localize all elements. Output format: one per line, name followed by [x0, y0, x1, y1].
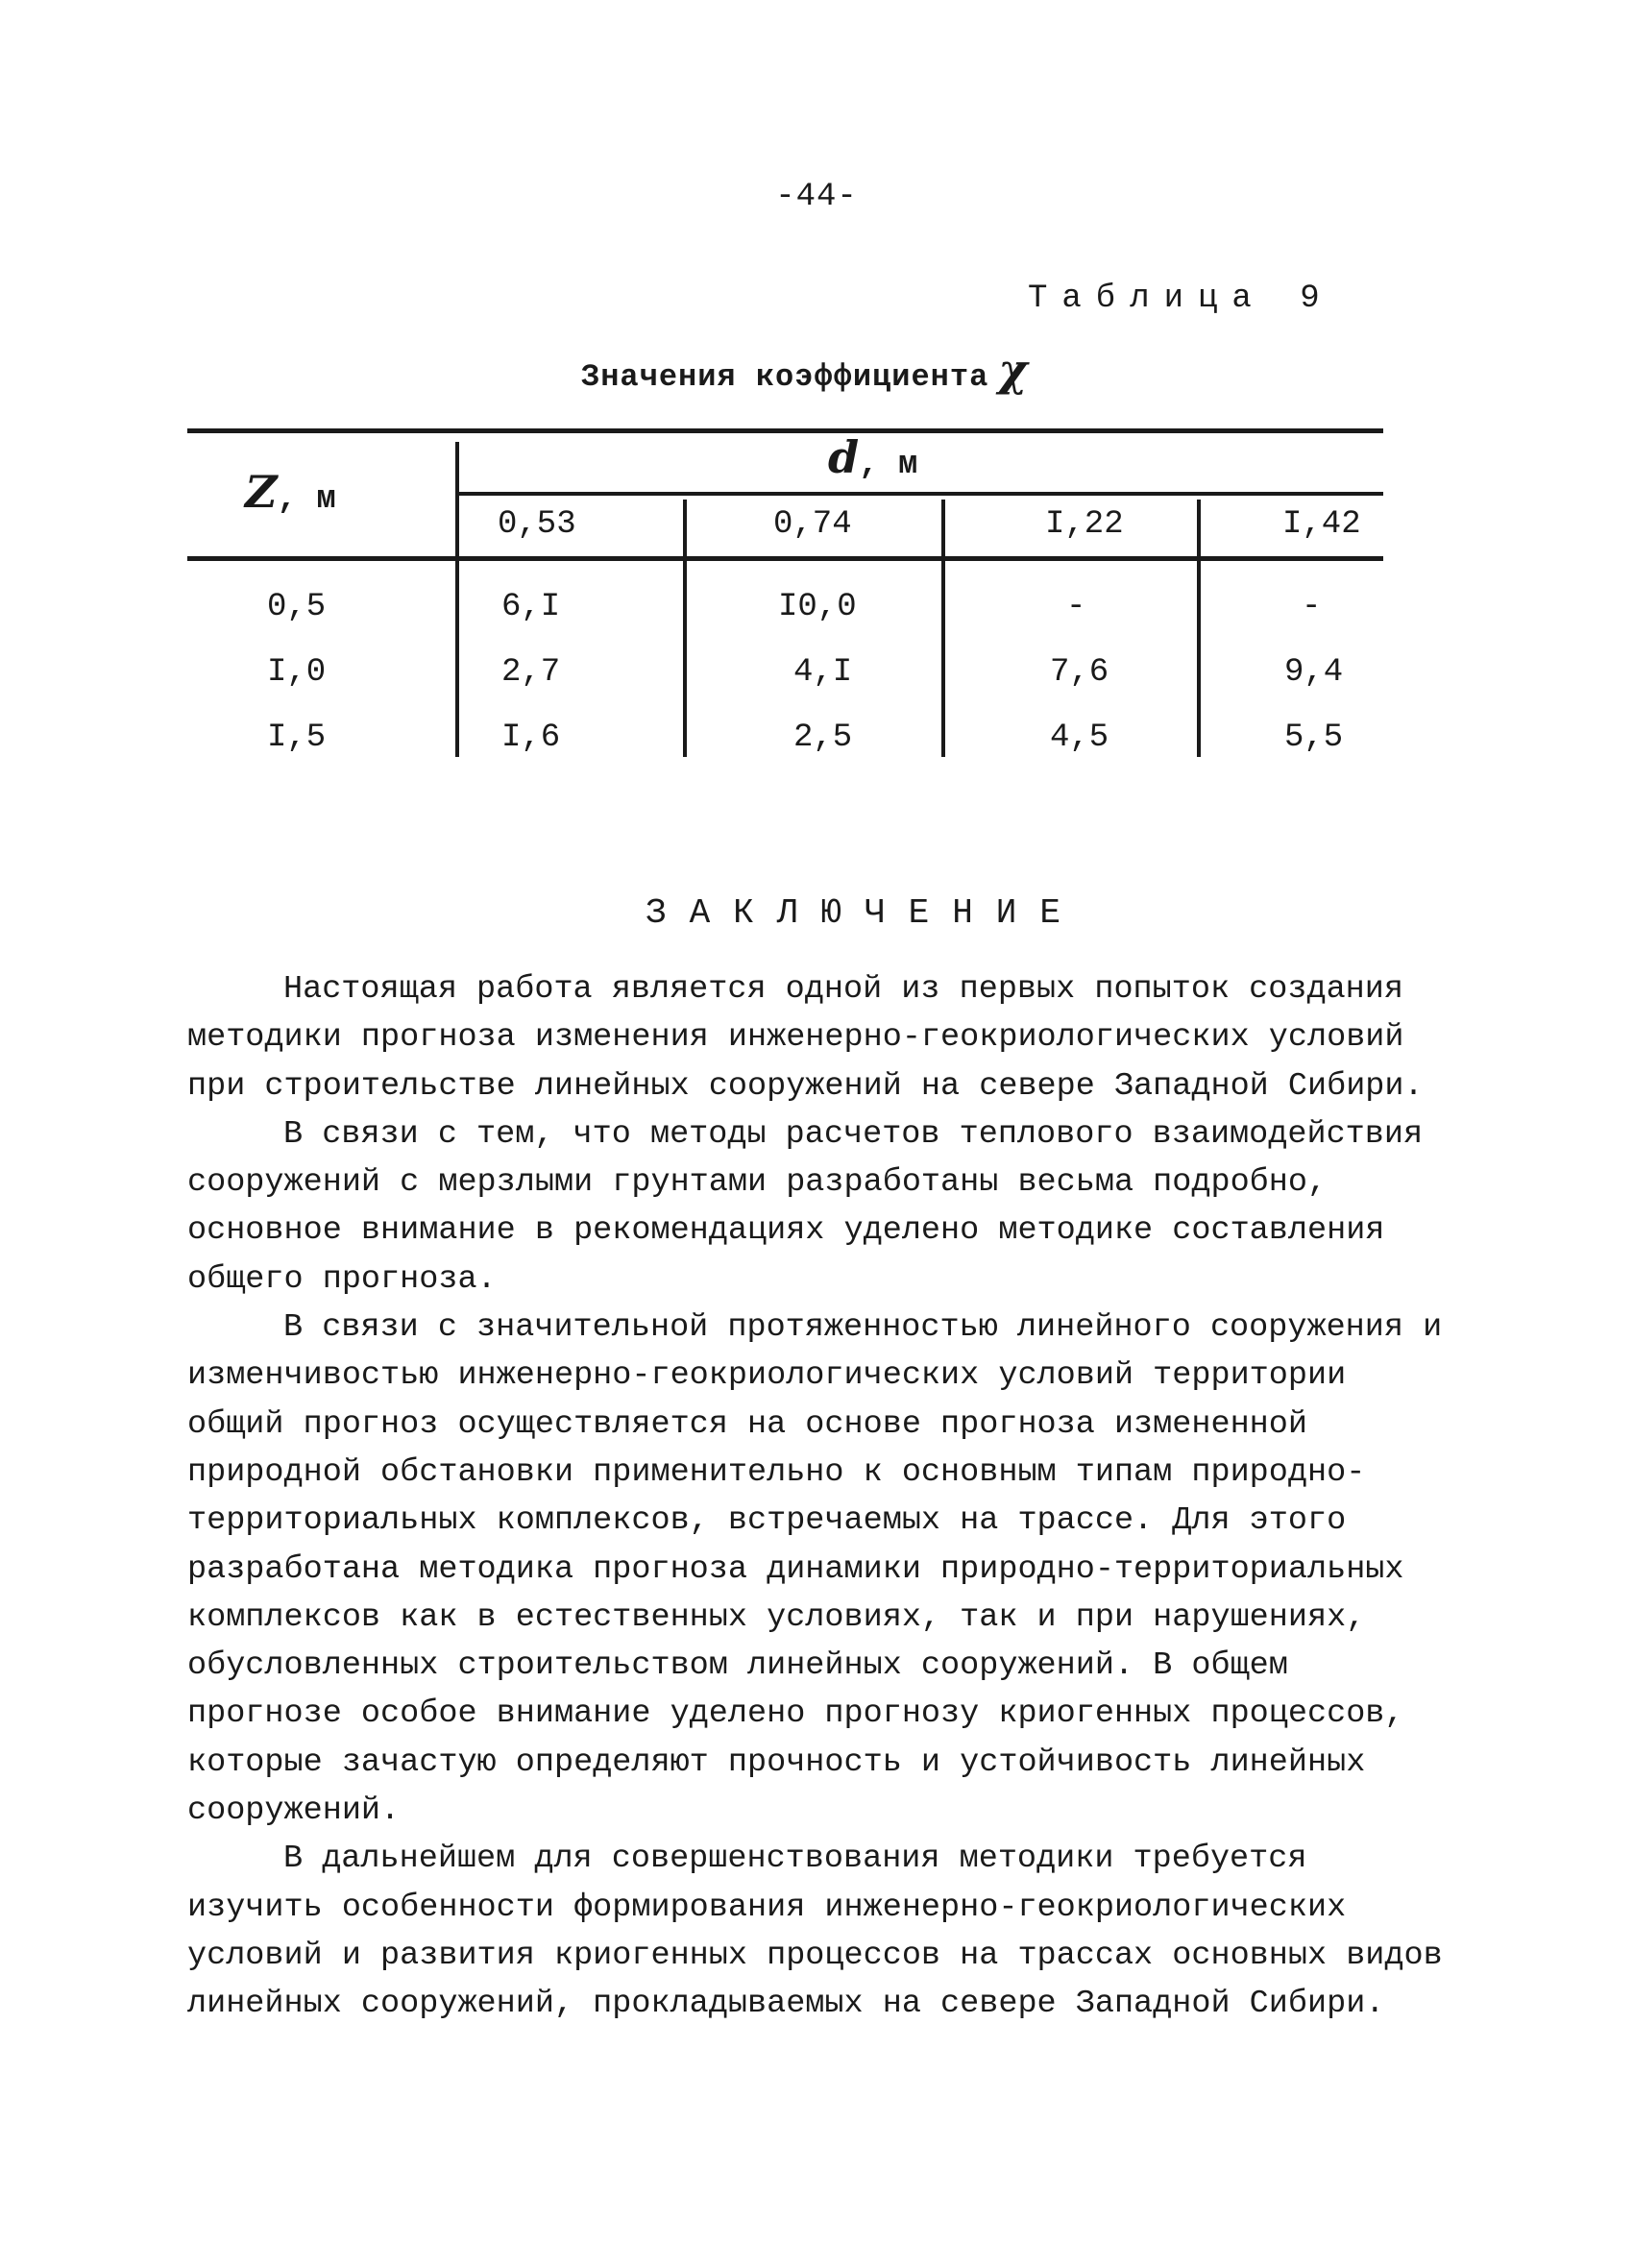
table-caption-text: Значения коэффициента: [581, 359, 989, 395]
conclusion-body: [187, 965, 1446, 2029]
table-subheader-rule: [458, 492, 1383, 496]
table-divider-4: [1197, 500, 1201, 757]
table-cell: -: [1302, 589, 1322, 625]
conclusion-paragraph: Настоящая работа является одной из первых попыток создания методики прогноза изменения инженерно-геокриологических условий при строительстве линейных сооружений на севере Западной Сибири.: [187, 971, 1424, 1105]
column-header: I,22: [1045, 506, 1124, 543]
table-top-rule: [187, 428, 1383, 433]
table-cell: 9,4: [1284, 654, 1344, 691]
table-label: Таблица 9: [1028, 280, 1334, 317]
table-cell: -: [1066, 589, 1086, 625]
table-cell: I,6: [501, 719, 561, 756]
column-header: 0,74: [773, 506, 852, 543]
table-divider-2: [683, 500, 687, 757]
table-cell: 5,5: [1284, 719, 1344, 756]
table-header-bottom-rule: [187, 556, 1383, 561]
table-divider-1: [455, 442, 459, 757]
z-symbol: Z: [245, 466, 278, 518]
column-header: I,42: [1282, 506, 1361, 543]
table-cell: 4,5: [1050, 719, 1109, 756]
table-cell: 2,7: [501, 654, 561, 691]
row-z-value: 0,5: [267, 589, 327, 625]
table-cell: 6,I: [501, 589, 561, 625]
conclusion-paragraph: В дальнейшем для совершенствования методики требуется изучить особенности формирования инженерно-геокриологических условий и развития криогенных процессов на трассах основных видов линейных сооружений, прокладываемых на севере Западной Сибири.: [187, 1841, 1443, 2023]
table-caption-symbol: χ: [998, 344, 1029, 396]
page-number: -44-: [775, 179, 858, 215]
table-cell: 4,I: [793, 654, 853, 691]
column-group-header: [828, 431, 918, 484]
table-divider-3: [941, 500, 945, 757]
column-group-unit: , м: [859, 447, 918, 483]
column-header: 0,53: [498, 506, 576, 543]
row-z-value: I,0: [267, 654, 327, 691]
table-caption: [581, 344, 1029, 396]
row-header-unit: , м: [277, 481, 336, 518]
conclusion-paragraph: В связи с тем, что методы расчетов теплового взаимодействия сооружений с мерзлыми грунтами разработаны весьма подробно, основное внимание в рекомендациях уделено методике составления общего прогноза.: [187, 1115, 1424, 1298]
section-title: ЗАКЛЮЧЕНИЕ: [645, 893, 1085, 933]
conclusion-paragraph: В связи с значительной протяженностью линейного сооружения и изменчивостью инженерно-геокриологических условий территории общий прогноз осуществляется на основе прогноза измененной природной обстановки применительно к основным типам природно-территориальных комплексов, встречаемых на трассе. Для этого разработана методика прогноза динамики природно-территориальных комплексов как в естественных условиях, так и при нарушениях, обусловленных строительством линейных сооружений. В общем прогнозе особое внимание уделено прогнозу криогенных процессов, которые зачастую определяют прочность и устойчивость линейных сооружений.: [187, 1309, 1443, 1830]
table-cell: I0,0: [778, 589, 857, 625]
table-cell: 7,6: [1050, 654, 1109, 691]
table-cell: 2,5: [793, 719, 853, 756]
d-symbol: d: [828, 431, 860, 483]
row-header: [245, 466, 336, 519]
row-z-value: I,5: [267, 719, 327, 756]
